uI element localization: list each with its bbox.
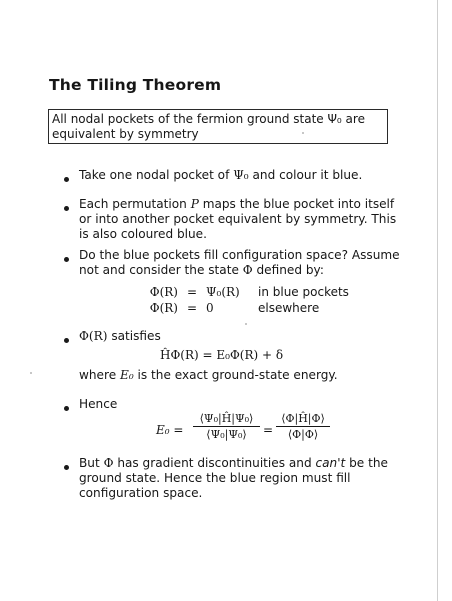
- bullet-text: maps the blue pocket into itself or into another pocket equivalent by symmetry. This is also coloured blue.: [79, 197, 397, 241]
- bullet-text: has gradient discontinuities and: [113, 456, 316, 470]
- fraction-denominator: ⟨Φ|Φ⟩: [287, 428, 319, 441]
- bullet-item-4-where: [79, 368, 401, 383]
- bullet-text: defined by:: [252, 263, 324, 277]
- math-symbol: Φ(R): [79, 329, 108, 343]
- bullet-text: is the exact ground-state energy.: [133, 368, 338, 382]
- slide-title: The Tiling Theorem: [49, 76, 222, 94]
- bullet-text: be the ground state. Hence the blue region must fill configuration space.: [79, 456, 388, 500]
- bullet-marker: [64, 406, 69, 411]
- energy-fraction-1: [193, 412, 260, 441]
- bullet-text: where: [79, 368, 120, 382]
- bullet-item-6: [79, 456, 401, 501]
- bullet-marker: [64, 206, 69, 211]
- theorem-statement: All nodal pockets of the fermion ground state Ψ₀ are equivalent by symmetry: [52, 112, 365, 141]
- bullet-text: But: [79, 456, 104, 470]
- definition-row-2: [0, 301, 452, 317]
- schrodinger-equation: ĤΦ(R) = E₀Φ(R) + δ: [160, 348, 284, 362]
- math-symbol: Φ: [242, 263, 253, 277]
- equation-lhs: Φ(R): [149, 285, 178, 299]
- bullet-marker: [64, 338, 69, 343]
- fraction-denominator: ⟨Ψ₀|Ψ₀⟩: [206, 428, 247, 441]
- math-symbol: P: [190, 197, 199, 211]
- math-symbol: Φ: [103, 456, 114, 470]
- bullet-text: and colour it blue.: [248, 168, 363, 182]
- bullet-marker: [64, 177, 69, 182]
- bullet-item-5: Hence: [79, 397, 118, 411]
- bullet-item-1: [79, 168, 401, 183]
- math-symbol: Ψ₀: [233, 168, 249, 182]
- equation-note: elsewhere: [258, 301, 320, 315]
- math-symbol: E₀: [120, 368, 134, 382]
- equation-operator: =: [263, 423, 274, 437]
- equation-operator: =: [186, 301, 198, 315]
- bullet-marker: [64, 465, 69, 470]
- fraction-numerator: ⟨Ψ₀|Ĥ|Ψ₀⟩: [199, 412, 254, 425]
- bullet-item-3: [79, 248, 401, 278]
- equation-note: in blue pockets: [258, 285, 349, 299]
- scan-speck: [30, 372, 32, 374]
- equation-lhs: Φ(R): [149, 301, 178, 315]
- definition-row-1: [0, 285, 452, 301]
- bullet-text: Take one nodal pocket of: [79, 168, 234, 182]
- bullet-item-4: [79, 329, 401, 344]
- bullet-text: satisfies: [107, 329, 161, 343]
- emphasis-text: can't: [315, 456, 346, 470]
- scan-speck: [245, 323, 247, 325]
- energy-fraction-2: [276, 412, 330, 441]
- bullet-text: Each permutation: [79, 197, 191, 211]
- bullet-marker: [64, 257, 69, 262]
- bullet-text: Do the blue pockets fill configuration space? Assume not and consider the state: [79, 248, 400, 277]
- equation-rhs: 0: [206, 301, 214, 315]
- bullet-item-2: [79, 197, 401, 242]
- equation-lhs: E₀ =: [156, 423, 184, 437]
- fraction-numerator: ⟨Φ|Ĥ|Φ⟩: [281, 412, 325, 425]
- equation-operator: =: [186, 285, 198, 299]
- equation-rhs: Ψ₀(R): [206, 285, 240, 299]
